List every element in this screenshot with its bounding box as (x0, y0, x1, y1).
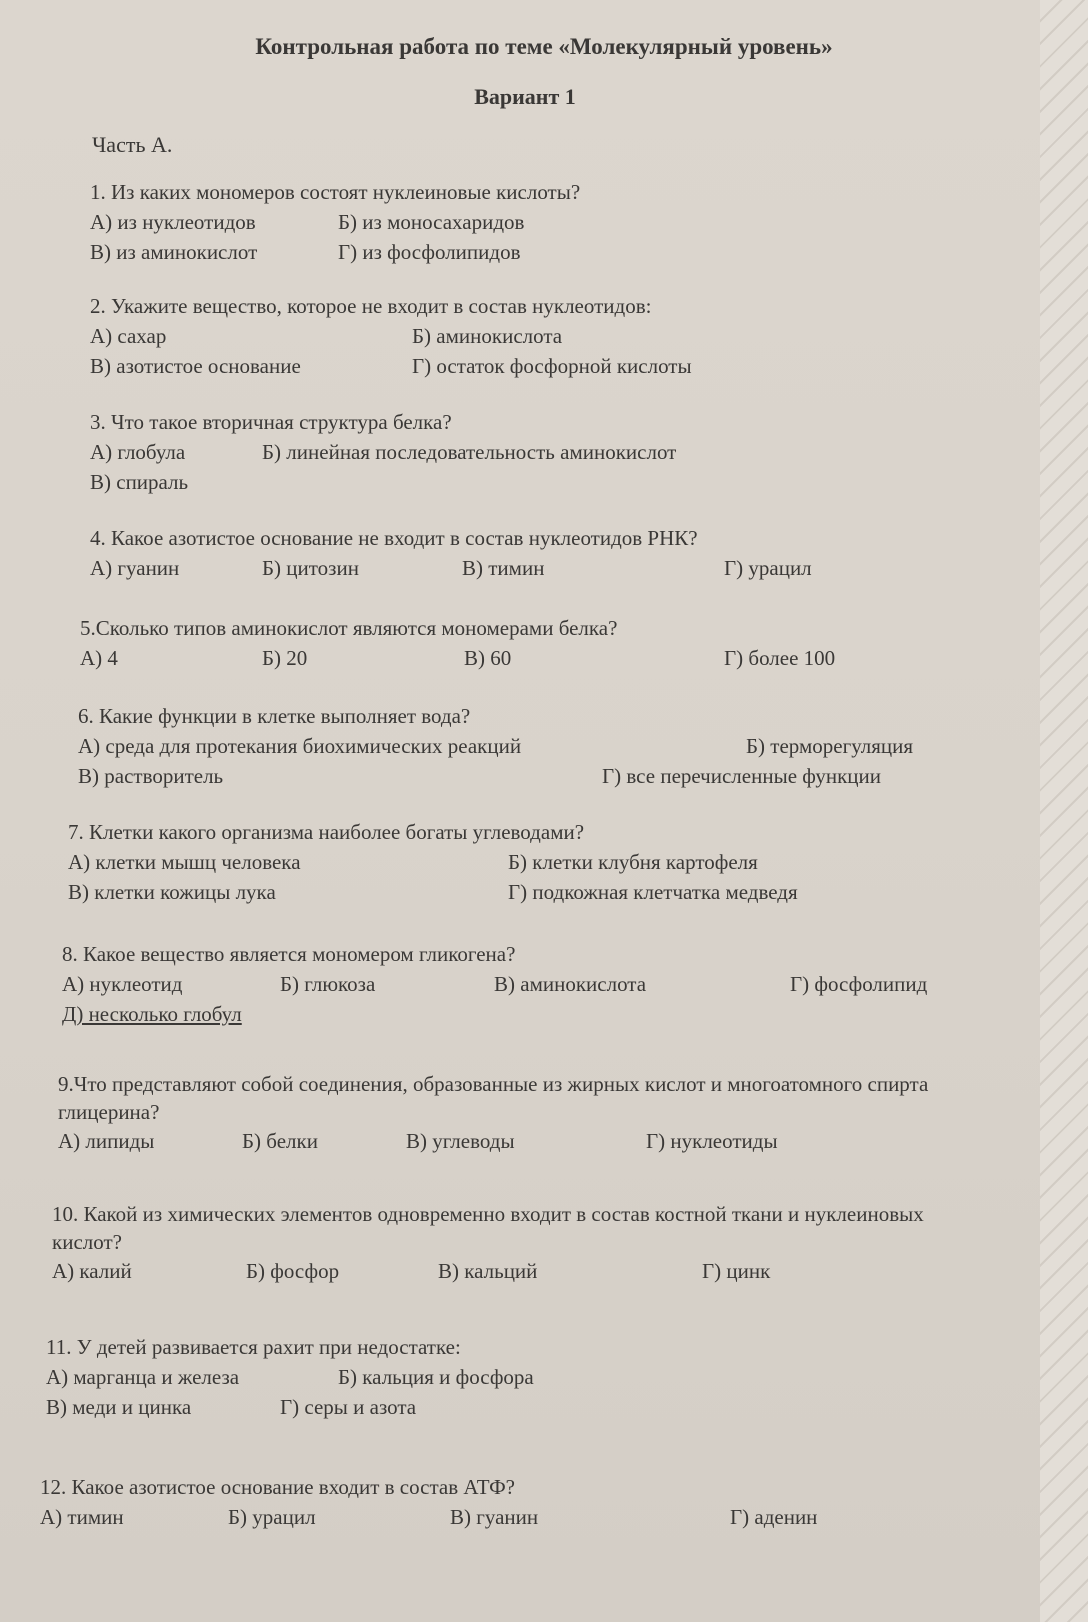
question-2 (90, 292, 990, 381)
question-text: 11. У детей развивается рахит при недостатке: (46, 1335, 461, 1359)
option-d: Г) остаток фосфорной кислоты (412, 354, 692, 378)
option-b: Б) клетки клубня картофеля (508, 850, 758, 874)
option-c: В) 60 (464, 646, 512, 670)
question-text: 9.Что представляют собой соединения, образованные из жирных кислот и многоатомного спирта глицерина? (58, 1072, 929, 1124)
option-c: В) из аминокислот (90, 240, 258, 264)
question-text: 4. Какое азотистое основание не входит в состав нуклеотидов РНК? (90, 526, 698, 550)
question-1 (90, 178, 990, 267)
option-d: Г) из фосфолипидов (338, 240, 521, 264)
option-a: А) из нуклеотидов (90, 210, 256, 234)
part-label: Часть А. (92, 132, 173, 157)
option-c: В) спираль (90, 470, 189, 494)
option-b: Б) цитозин (262, 556, 359, 580)
option-d: Г) более 100 (724, 646, 836, 670)
option-d: Г) все перечисленные функции (602, 764, 881, 788)
option-c: В) растворитель (78, 764, 224, 788)
option-d: Г) подкожная клетчатка медведя (508, 880, 798, 904)
option-d: Г) цинк (702, 1259, 771, 1283)
question-text: 12. Какое азотистое основание входит в состав АТФ? (40, 1475, 515, 1499)
option-a: А) липиды (58, 1129, 155, 1153)
page-edge (1040, 0, 1088, 1622)
option-a: А) сахар (90, 324, 167, 348)
option-d: Г) фосфолипид (790, 972, 928, 996)
question-text: 10. Какой из химических элементов одновременно входит в состав костной ткани и нуклеиновых кислот? (52, 1202, 924, 1254)
option-b: Б) терморегуляция (746, 734, 914, 758)
question-text: 7. Клетки какого организма наиболее богаты углеводами? (68, 820, 585, 844)
option-b: Б) белки (242, 1129, 318, 1153)
question-8 (62, 940, 962, 1029)
question-text: 3. Что такое вторичная структура белка? (90, 410, 452, 434)
option-b: Б) линейная последовательность аминокислот (262, 440, 677, 464)
option-a: А) гуанин (90, 556, 180, 580)
option-a: А) тимин (40, 1505, 124, 1529)
option-a: А) 4 (80, 646, 118, 670)
question-11 (46, 1333, 946, 1422)
option-a: А) среда для протекания биохимических реакций (78, 734, 522, 758)
option-c: В) клетки кожицы лука (68, 880, 276, 904)
option-a: А) клетки мышц человека (68, 850, 301, 874)
option-c: В) меди и цинка (46, 1395, 192, 1419)
question-text: 6. Какие функции в клетке выполняет вода? (78, 704, 471, 728)
question-text: 2. Укажите вещество, которое не входит в состав нуклеотидов: (90, 294, 652, 318)
option-b: Б) фосфор (246, 1259, 340, 1283)
option-d: Г) аденин (730, 1505, 818, 1529)
question-5 (80, 614, 980, 673)
question-4 (90, 524, 990, 583)
option-d: Г) серы и азота (280, 1395, 417, 1419)
option-b: Б) аминокислота (412, 324, 563, 348)
option-c: В) азотистое основание (90, 354, 301, 378)
question-text: 8. Какое вещество является мономером гликогена? (62, 942, 516, 966)
question-7 (68, 818, 968, 907)
question-text: 5.Сколько типов аминокислот являются мономерами белка? (80, 616, 618, 640)
question-text: 1. Из каких мономеров состоят нуклеиновые кислоты? (90, 180, 581, 204)
question-6 (78, 702, 978, 791)
option-e: Д) несколько глобул (62, 1002, 242, 1026)
option-b: Б) глюкоза (280, 972, 376, 996)
option-d: Г) нуклеотиды (646, 1129, 778, 1153)
option-c: В) кальций (438, 1259, 538, 1283)
option-c: В) аминокислота (494, 972, 647, 996)
question-9 (58, 1070, 958, 1156)
question-3 (90, 408, 990, 497)
option-b: Б) урацил (228, 1505, 316, 1529)
option-c: В) гуанин (450, 1505, 539, 1529)
variant-label: Вариант 1 (474, 84, 576, 109)
question-10 (52, 1200, 952, 1286)
option-c: В) тимин (462, 556, 545, 580)
option-a: А) калий (52, 1259, 132, 1283)
option-a: А) марганца и железа (46, 1365, 240, 1389)
option-b: Б) из моносахаридов (338, 210, 525, 234)
option-c: В) углеводы (406, 1129, 515, 1153)
question-12 (40, 1473, 940, 1532)
option-d: Г) урацил (724, 556, 812, 580)
option-a: А) глобула (90, 440, 186, 464)
worksheet-title: Контрольная работа по теме «Молекулярный уровень» (255, 34, 833, 59)
option-b: Б) 20 (262, 646, 308, 670)
option-b: Б) кальция и фосфора (338, 1365, 534, 1389)
option-a: А) нуклеотид (62, 972, 183, 996)
